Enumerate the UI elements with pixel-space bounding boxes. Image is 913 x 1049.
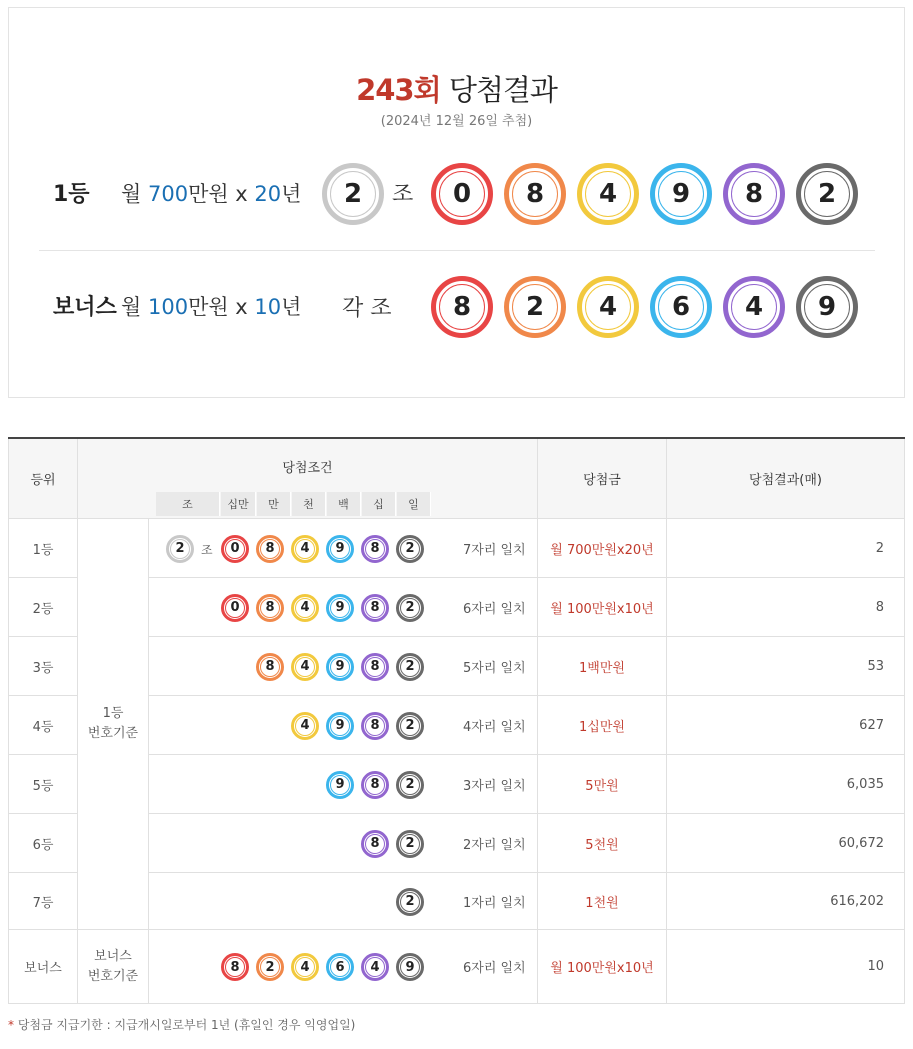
first-number-ball (723, 163, 785, 225)
row-winners: 10 (667, 930, 905, 1004)
bonus-rank-label: 보너스 (53, 295, 117, 320)
first-group-digit: 2 (330, 171, 376, 217)
subheader-position: 만 (257, 492, 291, 516)
first-number-ball-digit: 8 (512, 171, 558, 217)
draw-title-suffix: 당첨결과 (440, 73, 557, 107)
bonus-number-ball-digit: 9 (804, 284, 850, 330)
row-number-digit: 2 (400, 834, 420, 854)
basis-bonus-line2: 번호기준 (87, 968, 139, 984)
bonus-number-ball (504, 276, 566, 338)
row-rank: 2등 (8, 578, 78, 637)
row-match-condition: 6자리 일치 8 2 4 6 4 9 (149, 930, 538, 1004)
first-number-ball-digit: 0 (439, 171, 485, 217)
row-match-condition: 2자리 일치 8 2 (149, 814, 538, 873)
row-number-ball (361, 594, 389, 622)
header-rank: 등위 (8, 439, 78, 519)
first-pay-text (121, 178, 301, 208)
row-number-digit: 9 (330, 539, 350, 559)
row-number-digit: 8 (225, 957, 245, 977)
first-number-ball-digit: 2 (804, 171, 850, 217)
row-match-condition: 5자리 일치 8 4 9 8 2 (149, 637, 538, 696)
row-number-digit: 8 (365, 834, 385, 854)
bonus-number-ball-digit: 4 (585, 284, 631, 330)
draw-date: (2024년 12월 26일 추첨) (380, 114, 533, 129)
row-number-ball (221, 594, 249, 622)
first-prize-row (9, 159, 906, 229)
first-number-ball (431, 163, 493, 225)
row-group-ball (166, 535, 194, 563)
draw-number: 243회 (356, 73, 441, 107)
bonus-number-ball-digit: 8 (439, 284, 485, 330)
row-number-digit: 0 (225, 598, 245, 618)
row-number-digit: 8 (260, 539, 280, 559)
row-number-digit: 4 (295, 957, 315, 977)
draw-summary-panel (8, 7, 905, 398)
row-number-digit: 8 (260, 598, 280, 618)
row-prize: 1십만원 (538, 696, 667, 755)
row-number-ball (291, 953, 319, 981)
results-table (8, 437, 905, 1004)
row-rank: 4등 (8, 696, 78, 755)
row-winners: 8 (667, 578, 905, 637)
row-number-ball (291, 653, 319, 681)
row-rank: 7등 (8, 873, 78, 930)
row-match-condition: 1자리 일치 2 (149, 873, 538, 930)
bonus-prize-row (9, 272, 906, 342)
bonus-pay-amount: 100 (147, 295, 189, 319)
subheader-position: 일 (397, 492, 431, 516)
row-rank: 보너스 (8, 930, 78, 1004)
row-number-ball (326, 953, 354, 981)
bonus-pay-suffix: 년 (281, 295, 302, 319)
row-number-digit: 2 (400, 892, 420, 912)
note-star: * (8, 1018, 14, 1032)
first-number-ball (650, 163, 712, 225)
row-number-ball (361, 771, 389, 799)
row-number-ball (256, 953, 284, 981)
row-number-ball (256, 653, 284, 681)
row-number-ball (256, 535, 284, 563)
row-rank: 5등 (8, 755, 78, 814)
first-group-ball (322, 163, 384, 225)
header-prize: 당첨금 (538, 439, 667, 519)
row-winners: 53 (667, 637, 905, 696)
row-number-ball (396, 653, 424, 681)
bonus-pay-mid: 만원 x (188, 295, 255, 319)
first-pay-mid: 만원 x (188, 182, 255, 206)
row-number-ball (291, 712, 319, 740)
row-number-digit: 8 (260, 657, 280, 677)
row-match-condition: 6자리 일치 0 8 4 9 8 2 (149, 578, 538, 637)
row-number-ball (221, 953, 249, 981)
row-winners: 627 (667, 696, 905, 755)
row-number-ball (396, 535, 424, 563)
row-match-condition: 4자리 일치 4 9 8 2 (149, 696, 538, 755)
row-number-ball (326, 594, 354, 622)
bonus-number-ball-digit: 6 (658, 284, 704, 330)
header-winners: 당첨결과(매) (667, 439, 905, 519)
row-number-digit: 2 (400, 775, 420, 795)
row-number-digit: 9 (330, 775, 350, 795)
row-number-digit: 4 (365, 957, 385, 977)
row-group-unit: 조 (201, 542, 213, 557)
bonus-number-ball (796, 276, 858, 338)
first-group-unit: 조 (392, 182, 414, 207)
row-number-digit: 2 (400, 539, 420, 559)
row-number-digit: 2 (260, 957, 280, 977)
bonus-number-ball (650, 276, 712, 338)
row-number-ball (361, 535, 389, 563)
subheader-position: 십만 (221, 492, 256, 516)
first-rank-label: 1등 (53, 182, 90, 207)
row-number-digit: 4 (295, 598, 315, 618)
row-number-ball (326, 771, 354, 799)
row-number-ball (361, 953, 389, 981)
first-number-ball-digit: 4 (585, 171, 631, 217)
draw-title (9, 68, 904, 109)
row-match-condition: 7자리 일치 0 8 4 9 8 2 2 조 (149, 519, 538, 578)
bonus-number-ball-digit: 4 (731, 284, 777, 330)
row-number-digit: 9 (330, 657, 350, 677)
row-number-ball (361, 712, 389, 740)
row-rank: 3등 (8, 637, 78, 696)
row-group-digit: 2 (170, 539, 190, 559)
first-number-ball (504, 163, 566, 225)
bonus-number-ball (723, 276, 785, 338)
row-prize: 1백만원 (538, 637, 667, 696)
row-number-digit: 9 (330, 598, 350, 618)
row-number-digit: 4 (295, 716, 315, 736)
bonus-pay-text (121, 291, 301, 321)
row-number-ball (221, 535, 249, 563)
row-number-ball (256, 594, 284, 622)
first-pay-amount: 700 (147, 182, 189, 206)
first-number-ball (577, 163, 639, 225)
bonus-pay-years: 10 (254, 295, 282, 319)
row-number-ball (326, 535, 354, 563)
row-number-digit: 9 (400, 957, 420, 977)
row-number-digit: 8 (365, 539, 385, 559)
row-number-ball (361, 653, 389, 681)
row-number-ball (291, 535, 319, 563)
first-number-ball (796, 163, 858, 225)
row-number-digit: 2 (400, 716, 420, 736)
bonus-pay-prefix: 월 (121, 295, 148, 319)
first-number-ball-digit: 8 (731, 171, 777, 217)
basis-first-cell (78, 519, 149, 930)
row-number-digit: 2 (400, 657, 420, 677)
bonus-number-ball (577, 276, 639, 338)
basis-first-line2: 번호기준 (87, 726, 139, 741)
row-number-ball (326, 653, 354, 681)
row-number-digit: 6 (330, 957, 350, 977)
row-winners: 616,202 (667, 873, 905, 930)
row-number-ball (396, 888, 424, 916)
subheader-position: 천 (292, 492, 326, 516)
bonus-number-ball-digit: 2 (512, 284, 558, 330)
subheader-position: 조 (156, 492, 220, 516)
row-prize: 월 100만원x10년 (538, 578, 667, 637)
basis-bonus-line1: 보너스 (94, 948, 132, 964)
row-winners: 2 (667, 519, 905, 578)
row-number-digit: 8 (365, 775, 385, 795)
row-number-ball (396, 830, 424, 858)
row-number-ball (291, 594, 319, 622)
row-prize: 5천원 (538, 814, 667, 873)
payment-deadline-note (8, 1016, 355, 1033)
row-winners: 60,672 (667, 814, 905, 873)
row-number-digit: 2 (400, 598, 420, 618)
row-number-ball (396, 953, 424, 981)
first-pay-years: 20 (254, 182, 282, 206)
row-number-ball (361, 830, 389, 858)
row-number-ball (396, 771, 424, 799)
row-prize: 1천원 (538, 873, 667, 930)
row-number-digit: 0 (225, 539, 245, 559)
summary-divider (39, 250, 875, 251)
basis-bonus-cell (78, 930, 149, 1004)
first-pay-suffix: 년 (281, 182, 302, 206)
bonus-number-ball (431, 276, 493, 338)
row-number-ball (396, 712, 424, 740)
row-number-digit: 9 (330, 716, 350, 736)
first-pay-prefix: 월 (121, 182, 148, 206)
row-prize: 월 700만원x20년 (538, 519, 667, 578)
row-number-digit: 4 (295, 657, 315, 677)
row-rank: 6등 (8, 814, 78, 873)
row-number-digit: 8 (365, 657, 385, 677)
row-match-condition: 3자리 일치 9 8 2 (149, 755, 538, 814)
note-text: 당첨금 지급기한 : 지급개시일로부터 1년 (휴일인 경우 익영업일) (14, 1018, 356, 1032)
row-number-digit: 8 (365, 598, 385, 618)
subheader-position: 십 (362, 492, 396, 516)
row-winners: 6,035 (667, 755, 905, 814)
basis-first-line1: 1등 (102, 706, 124, 721)
row-number-digit: 4 (295, 539, 315, 559)
bonus-group-text: 각 조 (342, 296, 392, 321)
row-number-digit: 8 (365, 716, 385, 736)
row-rank: 1등 (8, 519, 78, 578)
row-number-ball (396, 594, 424, 622)
row-prize: 월 100만원x10년 (538, 930, 667, 1004)
first-number-ball-digit: 9 (658, 171, 704, 217)
header-condition-label: 당첨조건 (282, 461, 333, 476)
subheader-position: 백 (327, 492, 361, 516)
row-prize: 5만원 (538, 755, 667, 814)
row-number-ball (326, 712, 354, 740)
